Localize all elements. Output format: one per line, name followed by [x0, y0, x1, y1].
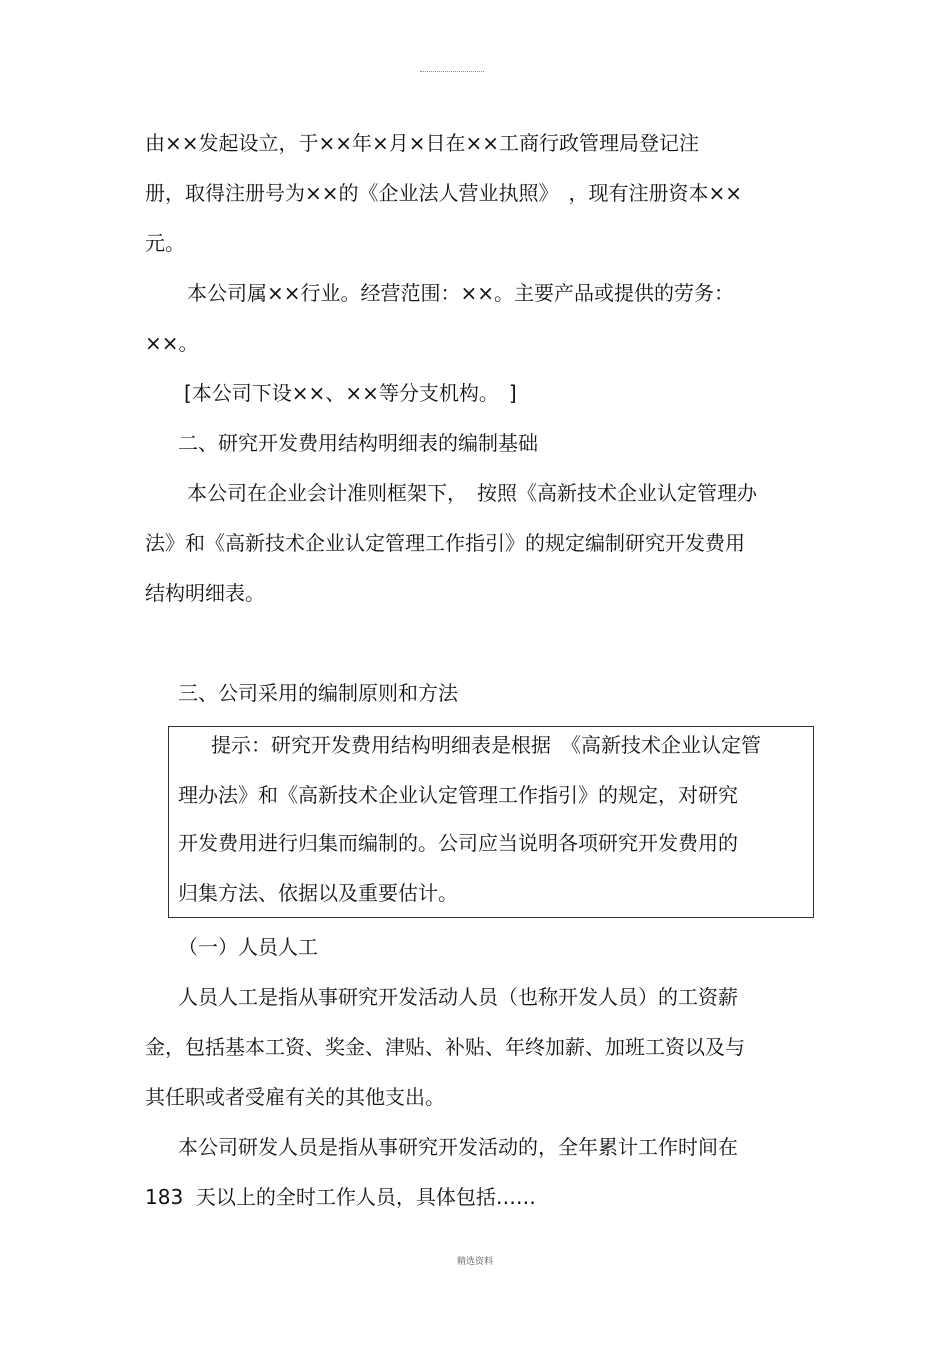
paragraph-line: 法》和《高新技术企业认定管理工作指引》的规定编制研究开发费用 [145, 531, 745, 555]
section-heading: 三、公司采用的编制原则和方法 [178, 681, 458, 705]
tip-line: 理办法》和《高新技术企业认定管理工作指引》的规定，对研究 [178, 783, 738, 807]
paragraph-line: 人员人工是指从事研究开发活动人员（也称开发人员）的工资薪 [178, 985, 738, 1009]
tip-line: 开发费用进行归集而编制的。公司应当说明各项研究开发费用的 [178, 831, 738, 855]
paragraph-line: 本公司在企业会计准则框架下， 按照《高新技术企业认定管理办 [187, 481, 757, 505]
paragraph-line: 元。 [145, 231, 185, 255]
paragraph-line: 由××发起设立，于××年×月×日在××工商行政管理局登记注 [145, 131, 700, 155]
paragraph-line: 本公司研发人员是指从事研究开发活动的，全年累计工作时间在 [178, 1135, 738, 1159]
paragraph-line: 金，包括基本工资、奖金、津贴、补贴、年终加薪、加班工资以及与 [145, 1035, 745, 1059]
tip-line: 提示：研究开发费用结构明细表是根据 《高新技术企业认定管 [211, 733, 761, 757]
page-footer: 精选资料 [456, 1257, 493, 1267]
section-heading: 二、研究开发费用结构明细表的编制基础 [178, 431, 538, 455]
header-rule [420, 71, 484, 72]
tip-line: 归集方法、依据以及重要估计。 [178, 881, 458, 905]
paragraph-line: 本公司属××行业。经营范围：××。主要产品或提供的劳务： [187, 281, 735, 305]
subsection-heading: （一）人员人工 [178, 935, 318, 959]
bracket-note: [本公司下设××、××等分支机构。 ] [184, 381, 517, 405]
paragraph-line: ××。 [145, 331, 199, 355]
paragraph-line: 结构明细表。 [145, 581, 265, 605]
paragraph-line: 册，取得注册号为××的《企业法人营业执照》 ，现有注册资本×× [145, 181, 743, 205]
paragraph-line: 183 天以上的全时工作人员，具体包括…… [145, 1185, 536, 1209]
paragraph-line: 其任职或者受雇有关的其他支出。 [145, 1085, 445, 1109]
